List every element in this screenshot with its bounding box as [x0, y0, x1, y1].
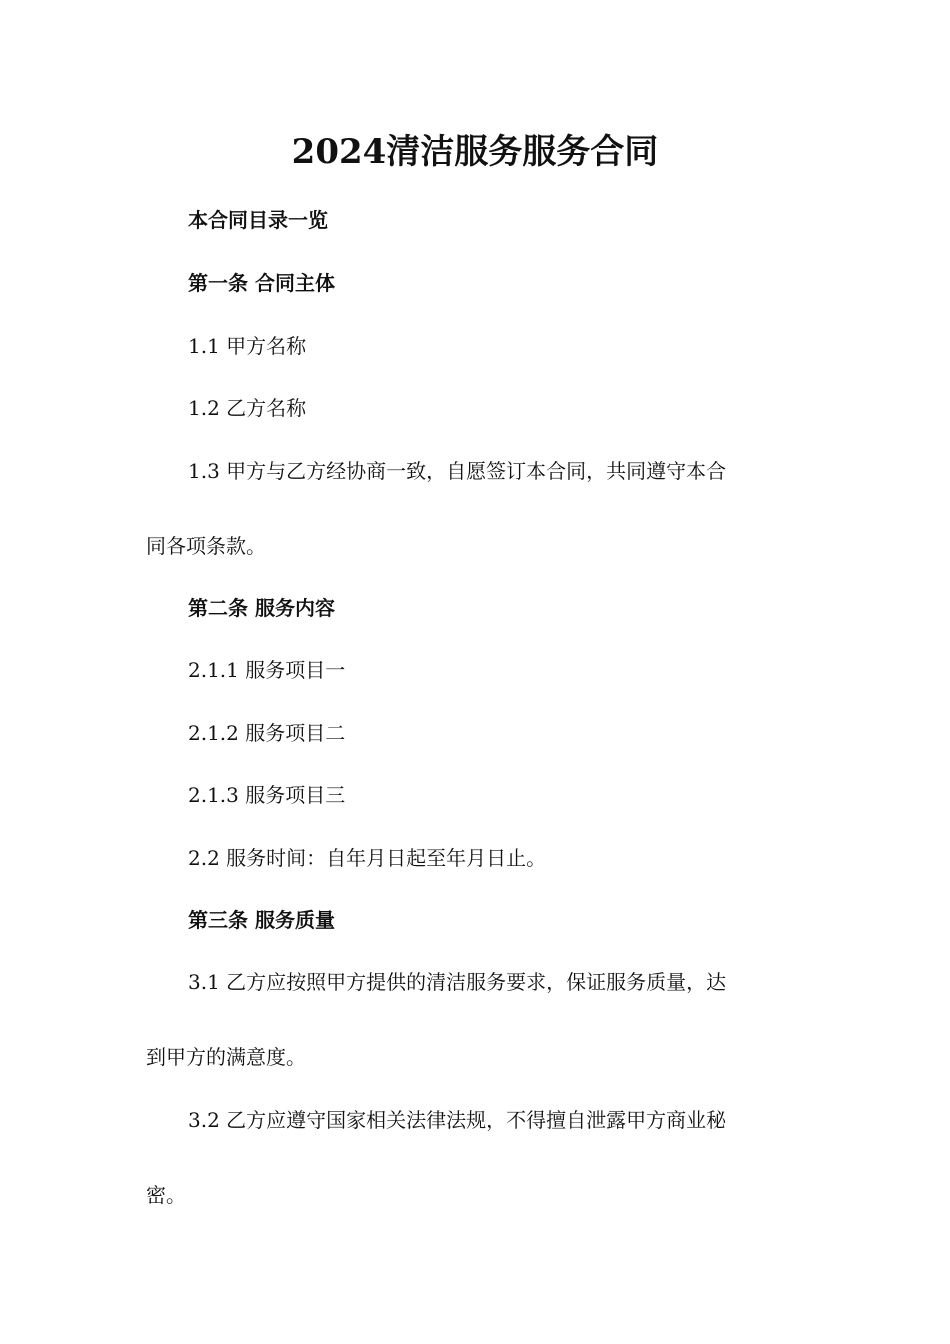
clause-3-1-line-2: 到甲方的满意度。: [146, 1045, 306, 1069]
section-1-heading: 第一条 合同主体: [188, 271, 335, 295]
document-title: 2024清洁服务服务合同: [291, 132, 659, 172]
toc-heading: 本合同目录一览: [188, 208, 328, 232]
clause-3-2-line-2: 密。: [146, 1183, 186, 1207]
clause-2-1-3: 2.1.3 服务项目三: [188, 783, 346, 807]
clause-2-1-2: 2.1.2 服务项目二: [188, 721, 346, 745]
clause-1-2: 1.2 乙方名称: [188, 396, 307, 420]
clause-1-1: 1.1 甲方名称: [188, 334, 307, 358]
clause-3-2-line-1: 3.2 乙方应遵守国家相关法律法规，不得擅自泄露甲方商业秘: [188, 1108, 727, 1132]
clause-2-2: 2.2 服务时间：自年月日起至年月日止。: [188, 846, 547, 870]
clause-2-1-1: 2.1.1 服务项目一: [188, 658, 346, 682]
clause-3-1-line-1: 3.1 乙方应按照甲方提供的清洁服务要求，保证服务质量，达: [188, 970, 727, 994]
section-2-heading: 第二条 服务内容: [188, 596, 335, 620]
section-3-heading: 第三条 服务质量: [188, 908, 335, 932]
clause-1-3-line-1: 1.3 甲方与乙方经协商一致，自愿签订本合同，共同遵守本合: [188, 459, 727, 483]
clause-1-3-line-2: 同各项条款。: [146, 534, 266, 558]
